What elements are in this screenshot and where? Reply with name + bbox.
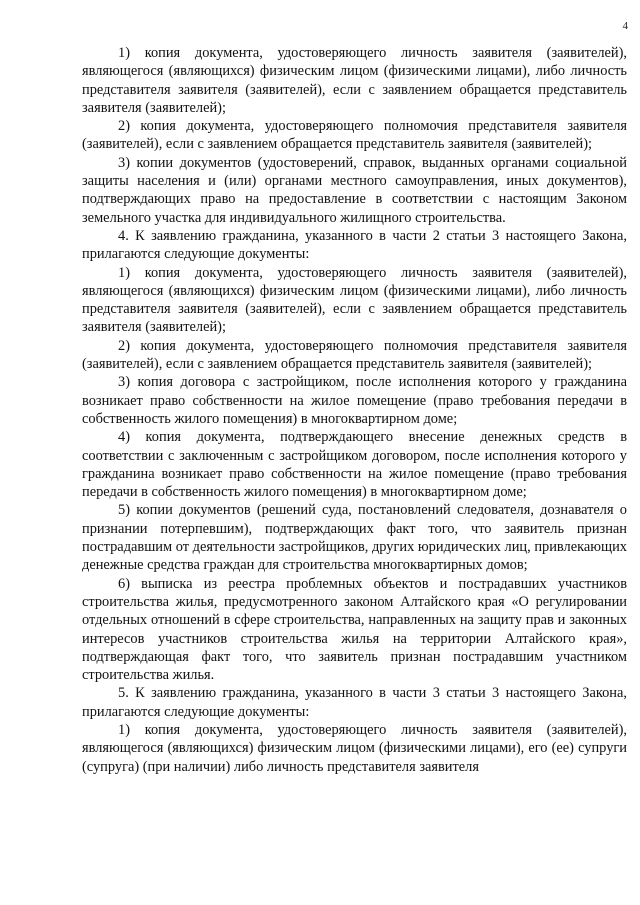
section-5-heading: 5. К заявлению гражданина, указанного в части 3 статьи 3 настоящего Закона, прилагаются следующие документы: [82, 685, 627, 720]
section-4-item-2: 2) копия документа, удостоверяющего полномочия представителя заявителя (заявителей), если с заявлением обращается представитель заявителя (заявителей); [82, 337, 627, 373]
paragraph-3-copy-entitlement-documents: 3) копии документов (удостоверений, справок, выданных органами социальной защиты населения и (или) органами местного самоуправления, иных документов), подтверждающих право на предоставление в соответствии с настоящим Законом земельного участка для индивидуального жилищного строительства. [82, 154, 627, 226]
section-4-item-5: 5) копии документов (решений суда, постановлений следователя, дознавателя о признании потерпевшим), подтверждающих факт того, что заявитель признан пострадавшим от деятельности застройщиков, других юридических лиц, привлекающих денежные средства граждан для строительства многоквартирных домов; [82, 502, 627, 574]
paragraph-2-copy-authority-document: 2) копия документа, удостоверяющего полномочия представителя заявителя (заявителей), если с заявлением обращается представитель заявителя (заявителей); [82, 118, 627, 153]
section-4-item-3: 3) копия договора с застройщиком, после исполнения которого у гражданина возникает право собственности на жилое помещение (право требования передачи в собственность жилого помещения) в многоквартирном доме; [82, 374, 627, 427]
section-4-item-6: 6) выписка из реестра проблемных объектов и пострадавших участников строительства жилья, предусмотренного законом Алтайского края «О регулировании отдельных отношений в сфере строительства, направленных на защиту прав и законных интересов участников строительства жилья на территории Алтайского края», подтверждающая факт того, что заявитель признан пострадавшим участником строительства жилья. [82, 575, 627, 684]
section-4-item-1: 1) копия документа, удостоверяющего личность заявителя (заявителей), являющегося (являющихся) физическим лицом (физическими лицами), либо личность представителя заявителя (заявителей), если с заявлением обращается представитель заявителя (заявителей); [82, 264, 627, 336]
section-5-item-1: 1) копия документа, удостоверяющего личность заявителя (заявителей), являющегося (являющихся) физическим лицом (физическими лицами), его (ее) супруги (супруга) (при наличии) либо личность представителя заявителя [82, 721, 627, 775]
section-4-item-4: 4) копия документа, подтверждающего внесение денежных средств в соответствии с заключенным с застройщиком договором, после исполнения которого у гражданина возникает право собственности на жилое помещение (право требования передачи в собственность жилого помещения) в многоквартирном доме; [82, 429, 627, 501]
section-4-heading: 4. К заявлению гражданина, указанного в части 2 статьи 3 настоящего Закона, прилагаются следующие документы: [82, 227, 627, 263]
page-number: 4 [622, 20, 628, 32]
document-body [82, 44, 627, 776]
paragraph-1-copy-identity-document: 1) копия документа, удостоверяющего личность заявителя (заявителей), являющегося (являющихся) физическим лицом (физическими лицами), либо личность представителя заявителя (заявителей), если с заявлением обращается представитель заявителя (заявителей); [82, 45, 627, 116]
